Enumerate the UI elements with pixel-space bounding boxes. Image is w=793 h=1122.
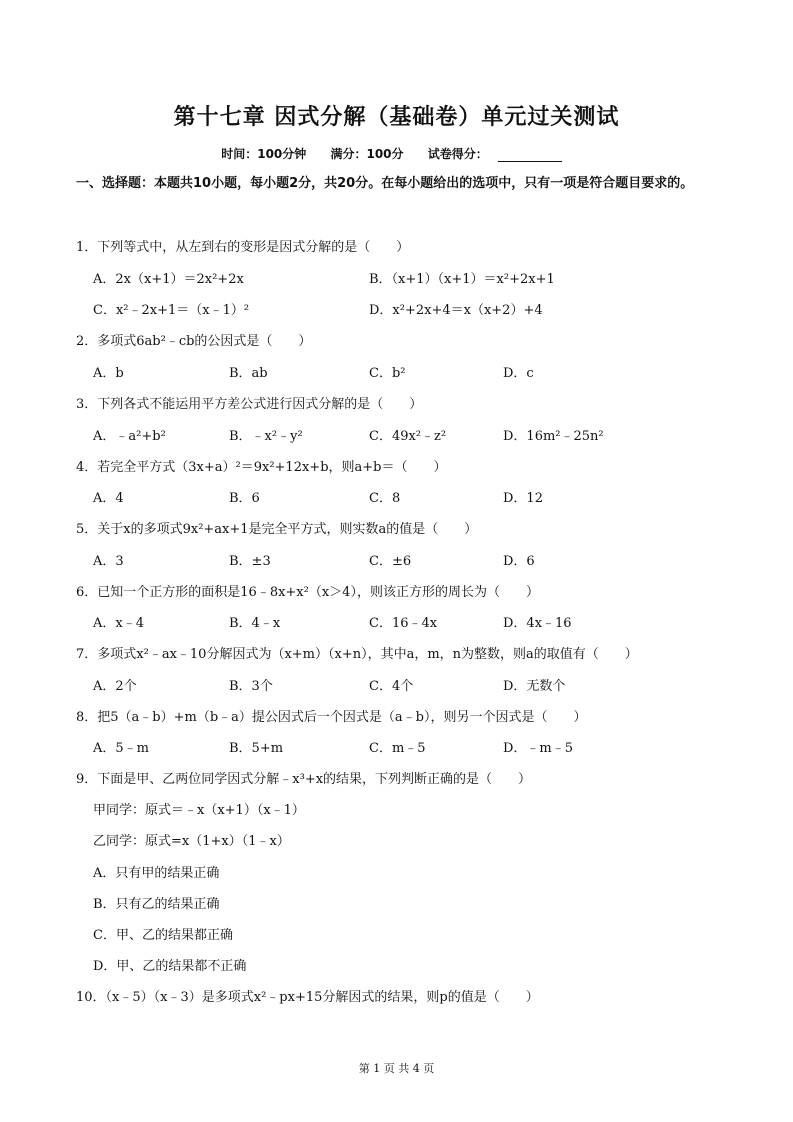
option-a: A．x﹣4 [93,616,144,631]
option-c: C．16﹣4x [369,616,438,631]
question-4: 4．若完全平方式（3x+a）²＝9x²+12x+b，则a+b＝（ ） [76,460,447,475]
question-7: 7．多项式x²﹣ax﹣10分解因式为（x+m）（x+n），其中a，m，n为整数，则a的取值有（ ） [76,647,638,662]
option-a: A．3 [93,554,124,569]
question-9: 9．下面是甲、乙两位同学因式分解﹣x³+x的结果，下列判断正确的是（ ） [76,772,532,787]
option-b: B．5+m [229,741,284,756]
option-d: D．c [503,366,534,381]
option-a: A．只有甲的结果正确 [93,866,220,881]
student-a-answer: 甲同学：原式＝﹣x（x+1）（x﹣1） [93,803,305,818]
option-a: A．﹣a²+b² [93,429,166,444]
option-c: C．x²﹣2x+1＝（x﹣1）² [93,303,250,318]
option-c: C．b² [369,366,406,381]
option-d: D．无数个 [503,679,566,694]
option-c: C．49x²﹣z² [369,429,447,444]
option-c: C．±6 [369,554,412,569]
option-d: D．12 [503,491,543,506]
option-c: C．m﹣5 [369,741,426,756]
option-b: B．（x+1）（x+1）＝x²+2x+1 [369,272,555,287]
option-b: B．只有乙的结果正确 [93,897,220,912]
option-d: D．16m²﹣25n² [503,429,604,444]
question-6: 6．已知一个正方形的面积是16﹣8x+x²（x＞4），则该正方形的周长为（ ） [76,585,539,600]
option-d: D．x²+2x+4＝x（x+2）+4 [369,303,543,318]
score-info: 满分：100分 [330,147,404,161]
exam-info [0,145,793,162]
option-c: C．甲、乙的结果都正确 [93,928,233,943]
question-5: 5．关于x的多项式9x²+ax+1是完全平方式，则实数a的值是（ ） [76,522,478,537]
question-10: 10．（x﹣5）（x﹣3）是多项式x²﹣px+15分解因式的结果，则p的值是（ ） [76,990,539,1005]
question-3: 3．下列各式不能运用平方差公式进行因式分解的是（ ） [76,397,423,412]
option-b: B．ab [229,366,268,381]
option-b: B．4﹣x [229,616,281,631]
option-a: A．2x（x+1）＝2x²+2x [93,272,244,287]
option-a: A．b [93,366,124,381]
option-d: D．6 [503,554,535,569]
option-a: A．4 [93,491,124,506]
question-2: 2．多项式6ab²﹣cb的公因式是（ ） [76,334,312,349]
option-a: A．5﹣m [93,741,149,756]
option-b: B．3个 [229,679,273,694]
option-c: C．8 [369,491,401,506]
option-d: D．甲、乙的结果都不正确 [93,959,247,974]
question-1: 1．下列等式中，从左到右的变形是因式分解的是（ ） [76,240,410,255]
option-b: B．±3 [229,554,271,569]
option-a: A．2个 [93,679,137,694]
score-blank [498,149,562,162]
time-info: 时间：100分钟 [221,147,307,161]
question-8: 8．把5（a﹣b）+m（b﹣a）提公因式后一个因式是（a﹣b），则另一个因式是（ ） [76,710,587,725]
student-b-answer: 乙同学：原式=x（1+x）（1﹣x） [93,834,290,849]
section-heading: 一、选择题：本题共10小题，每小题2分，共20分。在每小题给出的选项中，只有一项是符合题目要求的。 [76,176,694,191]
page-title: 第十七章 因式分解（基础卷）单元过关测试 [173,105,620,130]
option-c: C．4个 [369,679,414,694]
page-footer: 第 1 页 共 4 页 [358,1062,435,1075]
option-b: B．6 [229,491,260,506]
option-b: B．﹣x²﹣y² [229,429,303,444]
option-d: D．4x﹣16 [503,616,572,631]
result-info: 试卷得分： [428,147,572,161]
option-d: D．﹣m﹣5 [503,741,574,756]
